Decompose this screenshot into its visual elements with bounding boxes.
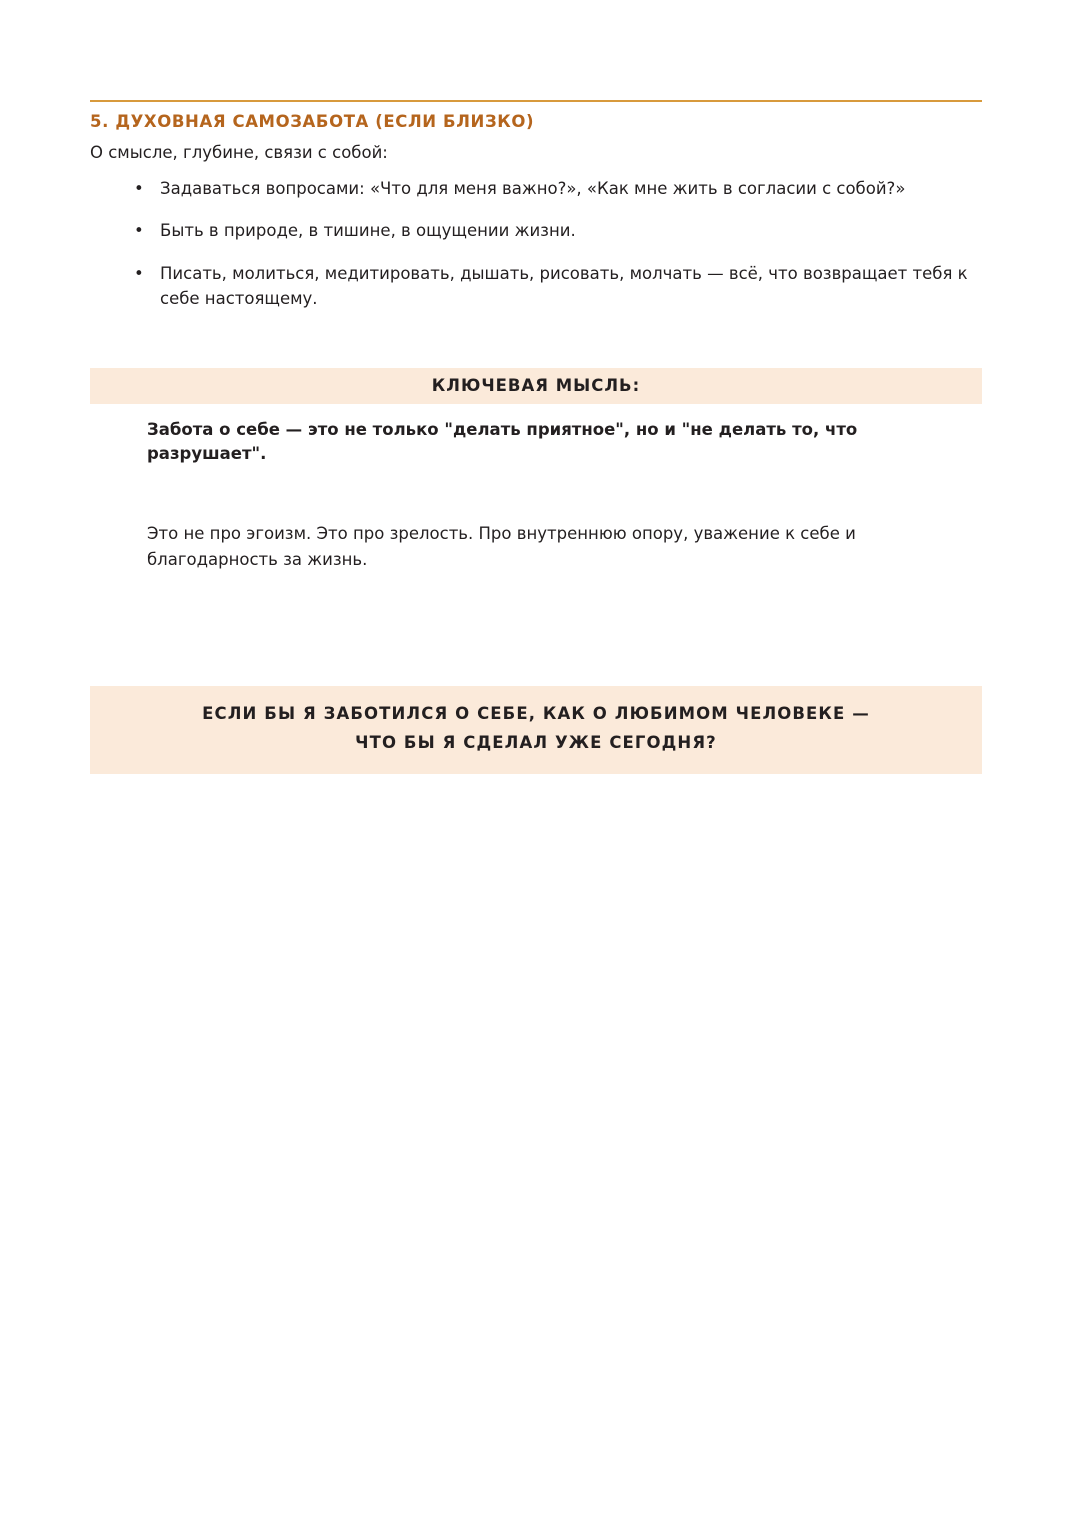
key-idea-banner — [90, 368, 982, 404]
key-idea-note: Это не про эгоизм. Это про зрелость. Про внутреннюю опору, уважение к себе и благодарность за жизнь. — [147, 524, 856, 569]
key-idea-statement: Забота о себе — это не только "делать приятное", но и "не делать то, что разрушает". — [147, 419, 858, 464]
section-lead-text: О смысле, глубине, связи с собой: — [90, 142, 388, 162]
page-content — [90, 100, 982, 774]
reflection-question-banner — [90, 686, 982, 774]
section-title: ДУХОВНАЯ САМОЗАБОТА (ЕСЛИ БЛИЗКО) — [115, 112, 535, 131]
section-heading — [90, 112, 982, 132]
list-item: • Быть в природе, в тишине, в ощущении жизни. — [90, 219, 982, 244]
section-number: 5. — [90, 112, 109, 131]
list-item: • Задаваться вопросами: «Что для меня важно?», «Как мне жить в согласии с собой?» — [90, 177, 982, 202]
key-idea-banner-label: КЛЮЧЕВАЯ МЫСЛЬ: — [431, 376, 641, 396]
section-bullet-list — [90, 177, 982, 312]
reflection-question-line-1: ЕСЛИ БЫ Я ЗАБОТИЛСЯ О СЕБЕ, КАК О ЛЮБИМОМ ЧЕЛОВЕКЕ — — [202, 704, 870, 724]
reflection-question-line-2: ЧТО БЫ Я СДЕЛАЛ УЖЕ СЕГОДНЯ? — [355, 733, 717, 753]
section-divider — [90, 100, 982, 102]
list-item: • Писать, молиться, медитировать, дышать, рисовать, молчать — всё, что возвращает тебя к себе настоящему. — [90, 262, 982, 312]
